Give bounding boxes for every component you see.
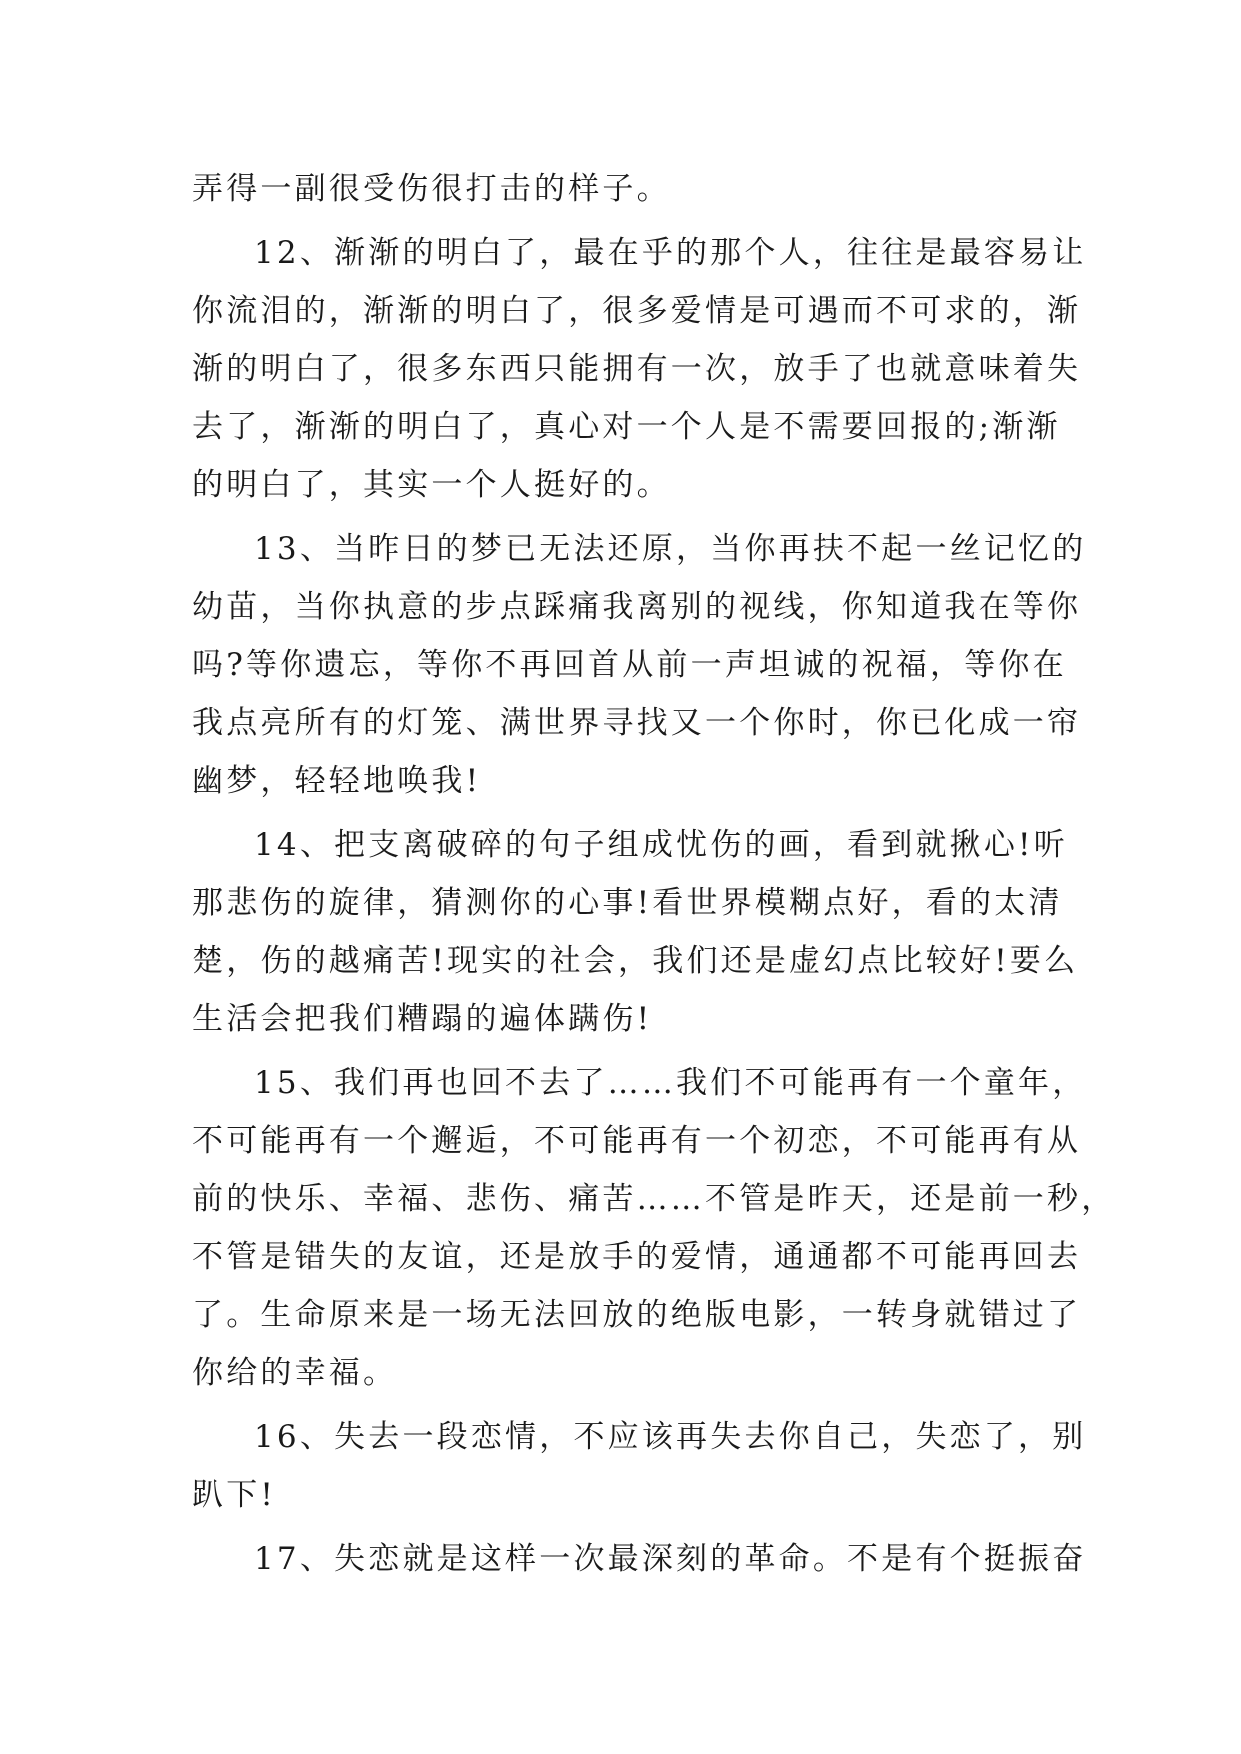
- text-line: 幽梦，轻轻地唤我!: [192, 763, 482, 799]
- paragraph-11-continuation: [192, 160, 1058, 218]
- paragraph-17: [192, 1530, 1087, 1588]
- text-line: 12、渐渐的明白了，最在乎的那个人，往往是最容易让: [254, 235, 1087, 271]
- paragraph-15: [192, 1054, 1116, 1402]
- paragraph-14: [192, 816, 1079, 1048]
- text-line: 17、失恋就是这样一次最深刻的革命。不是有个挺振奋: [254, 1541, 1087, 1577]
- text-line: 趴下!: [192, 1477, 277, 1513]
- text-line: 16、失去一段恋情，不应该再失去你自己，失恋了，别: [254, 1419, 1087, 1455]
- text-line: 前的快乐、幸福、悲伤、痛苦……不管是昨天，还是前一秒，: [192, 1181, 1116, 1217]
- paragraph-16: [192, 1408, 1087, 1524]
- text-line: 13、当昨日的梦已无法还原，当你再扶不起一丝记忆的: [254, 531, 1087, 567]
- paragraph-13: [192, 520, 1087, 810]
- text-line: 弄得一副很受伤很打击的样子。: [192, 171, 671, 207]
- paragraph-12: [192, 224, 1087, 514]
- text-line: 不可能再有一个邂逅，不可能再有一个初恋，不可能再有从: [192, 1123, 1082, 1159]
- text-line: 14、把支离破碎的句子组成忧伤的画，看到就揪心!听: [254, 827, 1068, 863]
- text-line: 吗?等你遗忘，等你不再回首从前一声坦诚的祝福，等你在: [192, 647, 1067, 683]
- text-line: 你流泪的，渐渐的明白了，很多爱情是可遇而不可求的，渐: [192, 293, 1082, 329]
- text-line: 15、我们再也回不去了……我们不可能再有一个童年，: [254, 1065, 1087, 1101]
- text-line: 楚，伤的越痛苦!现实的社会，我们还是虚幻点比较好!要么: [192, 943, 1079, 979]
- text-line: 那悲伤的旋律，猜测你的心事!看世界模糊点好，看的太清: [192, 885, 1063, 921]
- text-line: 的明白了，其实一个人挺好的。: [192, 467, 671, 503]
- text-line: 去了，渐渐的明白了，真心对一个人是不需要回报的;渐渐: [192, 409, 1061, 445]
- document-body: [192, 160, 1116, 1588]
- text-line: 渐的明白了，很多东西只能拥有一次，放手了也就意味着失: [192, 351, 1082, 387]
- text-line: 了。生命原来是一场无法回放的绝版电影，一转身就错过了: [192, 1297, 1082, 1333]
- text-line: 幼苗，当你执意的步点踩痛我离别的视线，你知道我在等你: [192, 589, 1082, 625]
- text-line: 我点亮所有的灯笼、满世界寻找又一个你时，你已化成一帘: [192, 705, 1082, 741]
- text-line: 你给的幸福。: [192, 1355, 398, 1391]
- text-line: 生活会把我们糟蹋的遍体蹒伤!: [192, 1001, 653, 1037]
- text-line: 不管是错失的友谊，还是放手的爱情，通通都不可能再回去: [192, 1239, 1082, 1275]
